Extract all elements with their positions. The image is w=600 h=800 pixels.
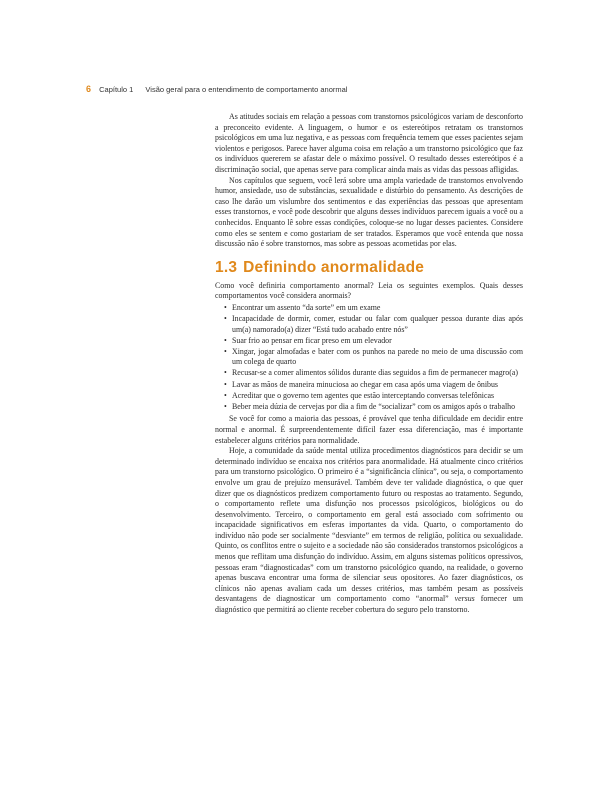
after-list-paragraph: Se você for como a maioria das pessoas, é provável que tenha dificuldade em decidir entre normal e anormal. É surpreendentemente difícil fazer essa diferenciação, mas é importante estabelecer alguns critérios para normalidade. xyxy=(215,414,523,445)
intro-paragraph-1: As atitudes sociais em relação a pessoas com transtornos psicológicos variam de desconforto a preconceito evidente. A linguagem, o humor e os estereótipos retratam os transtornos psicológicos em uma luz negativa, e as pessoas com frequência temem que esses pacientes sejam violentos e perigosos. Parece haver alguma coisa em relação a um transtorno psicológico que faz os indivíduos quererem se afastar dele o máximo possível. O resultado desses estereótipos é a discriminação social, que apenas serve para complicar ainda mais as vidas das pessoas afligidas. xyxy=(215,112,523,174)
intro-paragraph-2: Nos capítulos que seguem, você lerá sobre uma ampla variedade de transtornos envolvendo humor, ansiedade, uso de substâncias, sexualidade e distúrbio do pensamento. As descrições de caso lhe darão um vislumbre dos sentimentos e das experiências das pessoas que apresentam esses transtornos, e você pode descobrir que alguns desses indivíduos parecem iguais a você ou a conhecidos. Enquanto lê sobre essas condições, coloque-se no lugar desses pacientes. Considere como eles se sentem e como gostariam de ser tratados. Esperamos que você entenda que nossa discussão não é sobre transtornos, mas sobre as pessoas acometidas por elas. xyxy=(215,175,523,249)
list-item-text: Incapacidade de dormir, comer, estudar ou falar com qualquer pessoa durante dias após um(a) namorado(a) dizer “Está tudo acabado entre nós” xyxy=(232,314,523,334)
list-item xyxy=(224,347,523,368)
list-item xyxy=(224,402,523,413)
bullet-icon: • xyxy=(224,401,227,411)
running-header xyxy=(86,84,347,94)
list-item xyxy=(224,368,523,379)
chapter-title: Visão geral para o entendimento de comportamento anormal xyxy=(145,85,348,94)
list-item-text: Lavar as mãos de maneira minuciosa ao chegar em casa após uma viagem de ônibus xyxy=(232,379,498,389)
chapter-label: Capítulo 1 xyxy=(99,85,134,94)
list-item-text: Encontrar um assento “da sorte” em um exame xyxy=(232,302,381,312)
versus-word: versus xyxy=(454,594,475,604)
examples-list xyxy=(215,303,523,412)
section-title: Definindo anormalidade xyxy=(243,258,425,276)
bullet-icon: • xyxy=(224,346,227,356)
criteria-paragraph xyxy=(215,446,523,616)
bullet-icon: • xyxy=(224,390,227,400)
list-item-text: Xingar, jogar almofadas e bater com os punhos na parede no meio de uma discussão com um colega de quarto xyxy=(232,346,523,367)
page-number: 6 xyxy=(86,84,92,94)
list-item-text: Recusar-se a comer alimentos sólidos durante dias seguidos a fim de permanecer magro(a) xyxy=(232,368,518,378)
list-item xyxy=(224,380,523,391)
list-item-text: Suar frio ao pensar em ficar preso em um elevador xyxy=(232,335,392,345)
list-item xyxy=(224,336,523,347)
section-number: 1.3 xyxy=(215,258,238,276)
list-item xyxy=(224,391,523,402)
criteria-text-end: fornecer um diagnóstico que permitirá ao cliente receber cobertura do seguro pelo transtorno. xyxy=(215,594,523,615)
bullet-icon: • xyxy=(224,379,227,389)
bullet-icon: • xyxy=(224,314,227,323)
bullet-icon: • xyxy=(224,302,227,312)
section-lead-paragraph: Como você definiria comportamento anormal? Leia os seguintes exemplos. Quais desses comportamentos você considera anormais? xyxy=(215,280,523,301)
list-item xyxy=(224,303,523,314)
section-heading xyxy=(215,259,523,277)
bullet-icon: • xyxy=(224,335,227,345)
criteria-text-start: Hoje, a comunidade da saúde mental utiliza procedimentos diagnósticos para decidir se um determinado indivíduo se encaixa nos critérios para anormalidade. Há atualmente cinco critérios para um transtorno psicológico. O primeiro é a “significância clínica”, ou seja, o comportamento envolve um grau de prejuízo mensurável. Também deve ter validade diagnóstica, o que quer dizer que os diagnósticos predizem comportamento futuro ou respostas ao tratamento. Segundo, o comportamento reflete uma disfunção nos processos psicológicos, biológicos ou do desenvolvimento. Terceiro, o comportamento em geral está associado com sofrimento ou incapacidade significativos em esferas importantes da vida. Quarto, o comportamento do indivíduo não pode ser socialmente “desviante” em termos de religião, política ou sexualidade. Quinto, os conflitos entre o sujeito e a sociedade não são considerados transtornos psicológicos a menos que reflitam uma disfunção do indivíduo. Assim, em alguns sistemas políticos opressivos, pessoas eram “diagnosticadas” com um transtorno psicológico quando, na realidade, o governo apenas buscava encontrar uma forma de silenciar seus opositores. Ao fazer diagnósticos, os clínicos não apenas avaliam cada um desses critérios, mas também pesam as possíveis desvantagens de diagnosticar um comportamento como “anormal” xyxy=(215,446,523,604)
list-item-text: Acreditar que o governo tem agentes que estão interceptando conversas telefônicas xyxy=(232,390,495,400)
bullet-icon: • xyxy=(224,368,227,378)
list-item-text: Beber meia dúzia de cervejas por dia a fim de “socializar” com os amigos após o trabalho xyxy=(232,401,516,411)
page-body xyxy=(215,112,523,616)
list-item xyxy=(224,314,523,335)
